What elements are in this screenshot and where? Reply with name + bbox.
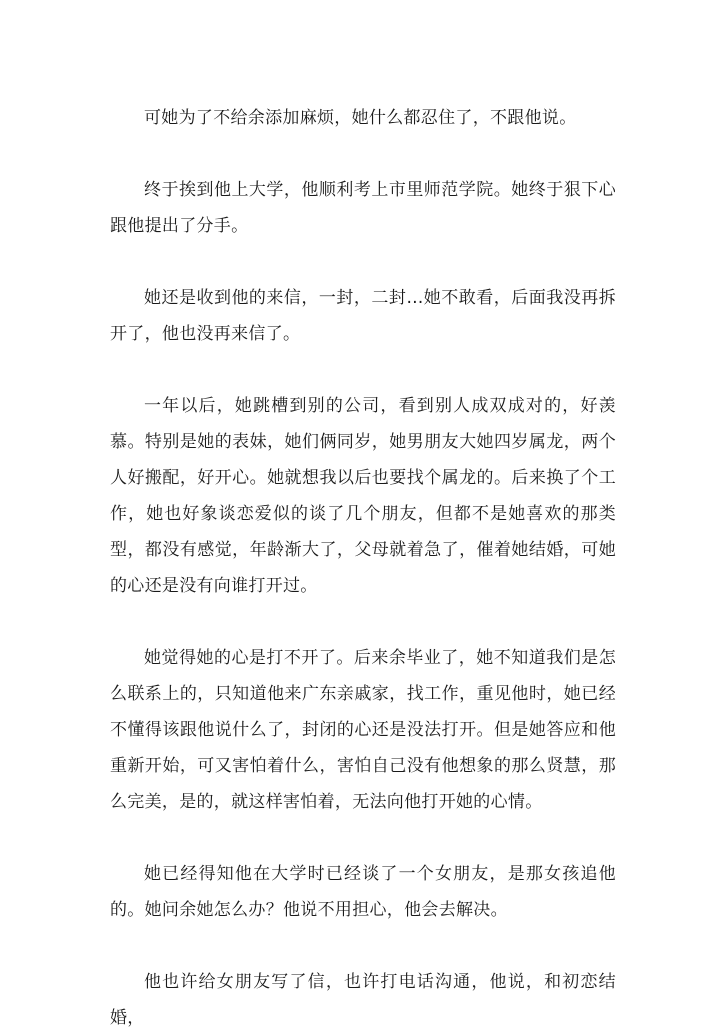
paragraph-2: 终于挨到他上大学，他顺利考上市里师范学院。她终于狠下心跟他提出了分手。: [110, 180, 616, 236]
paragraph-4: 一年以后，她跳槽到别的公司，看到别人成双成对的，好羡慕。特别是她的表妹，她们俩同岁，她男朋友大她四岁属龙，两个人好搬配，好开心。她就想我以后也要找个属龙的。后来换了个工作，她也好象谈恋爱似的谈了几个朋友，但都不是她喜欢的那类型，都没有感觉，年龄渐大了，父母就着急了，催着她结婚，可她的心还是没有向谁打开过。: [110, 396, 616, 596]
paragraph-5: 她觉得她的心是打不开了。后来余毕业了，她不知道我们是怎么联系上的，只知道他来广东亲戚家，找工作，重见他时，她已经不懂得该跟他说什么了，封闭的心还是没法打开。但是她答应和他重新开始，可又害怕着什么，害怕自己没有他想象的那么贤慧，那么完美，是的，就这样害怕着，无法向他打开她的心情。: [110, 648, 616, 812]
paragraph-7: 他也许给女朋友写了信，也许打电话沟通，他说，和初恋结婚，: [110, 972, 616, 1028]
paragraph-3: 她还是收到他的来信，一封，二封…她不敢看，后面我没再拆开了，他也没再来信了。: [110, 288, 616, 344]
paragraph-1: 可她为了不给余添加麻烦，她什么都忍住了，不跟他说。: [144, 108, 577, 128]
paragraph-6: 她已经得知他在大学时已经谈了一个女朋友，是那女孩追他的。她问余她怎么办？他说不用担心，他会去解决。: [110, 864, 616, 920]
